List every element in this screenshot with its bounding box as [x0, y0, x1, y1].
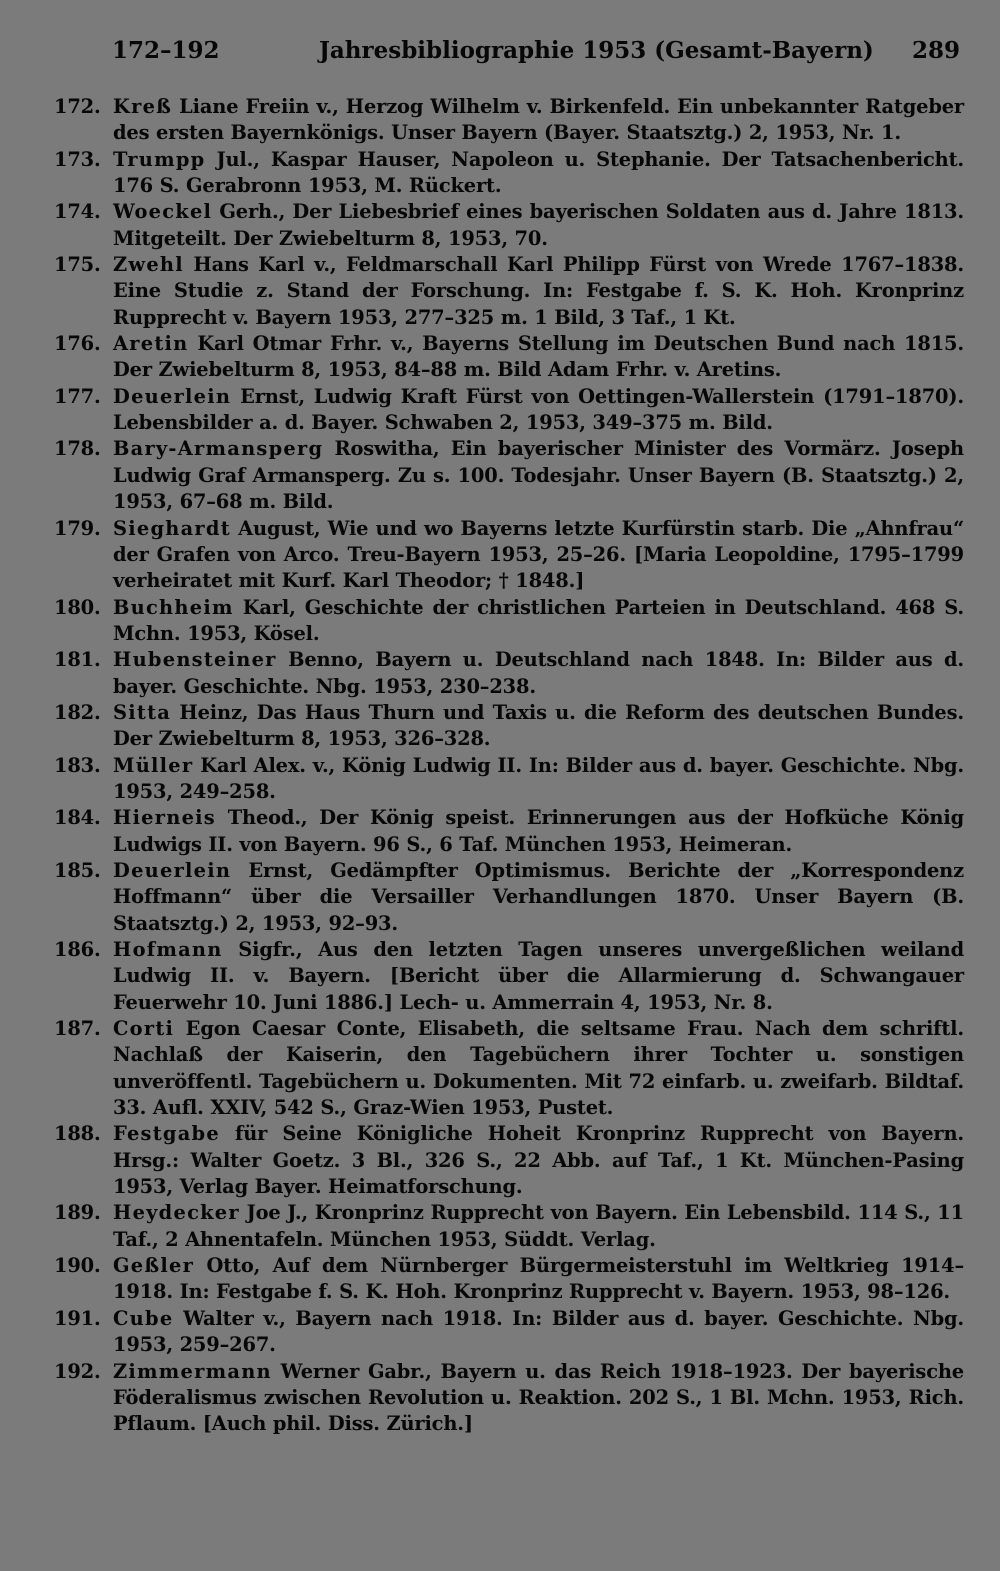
entry-citation: Hans Karl v., Feldmarschall Karl Philipp Fürst von Wrede 1767–1838. Eine Studie z. Stand der Forschung. In: Festgabe f. S. K. Hoh. Kronprinz Rupprecht v. Bayern 1953, 277–325 m. 1 Bild, 3 Taf., 1 Kt. — [113, 253, 964, 329]
entry-citation: Ernst, Gedämpfter Optimismus. Berichte der „Korrespondenz Hoffmann“ über die Versailler Verhandlungen 1870. Unser Bayern (B. Staatsztg.) 2, 1953, 92–93. — [113, 858, 964, 935]
entry-citation: Karl Alex. v., König Ludwig II. In: Bilder aus d. bayer. Geschichte. Nbg. 1953, 249–258. — [113, 753, 964, 803]
page-header — [54, 34, 964, 68]
entry-number: 181. — [54, 648, 101, 672]
entry-author: Sieghardt — [113, 516, 231, 540]
bibliography-entry-189 — [54, 1200, 964, 1253]
bibliography-entry-183 — [54, 753, 964, 806]
entry-text — [113, 1016, 964, 1121]
entry-citation: Gerh., Der Liebesbrief eines bayerischen Soldaten aus d. Jahre 1813. Mitgeteilt. Der Zwiebelturm 8, 1953, 70. — [113, 200, 964, 250]
entry-citation: Ernst, Ludwig Kraft Fürst von Oettingen-Wallerstein (1791–1870). Lebensbilder a. d. Bayer. Schwaben 2, 1953, 349–375 m. Bild. — [113, 384, 964, 435]
entry-number: 182. — [54, 700, 101, 724]
entry-author: Kreß — [113, 95, 173, 118]
entry-text — [113, 516, 964, 595]
bibliography-entry-177 — [54, 384, 964, 437]
entry-author: Hofmann — [113, 938, 223, 961]
entry-text — [113, 1200, 964, 1253]
entry-text — [113, 647, 964, 700]
entry-number: 176. — [54, 332, 101, 356]
bibliography-entry-174 — [54, 199, 964, 252]
entry-author: Hierneis — [113, 806, 216, 830]
bibliography-entry-182 — [54, 700, 964, 753]
entry-citation: Otto, Auf dem Nürnberger Bürgermeisterstuhl im Weltkrieg 1914–1918. In: Festgabe f. S. K. Hoh. Kronprinz Rupprecht v. Bayern. 1953, 98–126. — [113, 1254, 964, 1304]
entry-citation: Egon Caesar Conte, Elisabeth, die seltsame Frau. Nach dem schriftl. Nachlaß der Kaiserin, den Tagebüchern ihrer Tochter u. sonstigen unveröffentl. Tagebüchern u. Dokumenten. Mit 72 einfarb. u. zweifarb. Bildtaf. 33. Aufl. XXIV, 542 S., Graz-Wien 1953, Pustet. — [113, 1017, 964, 1120]
entry-author: Cube — [113, 1306, 174, 1330]
entry-author: Trumpp — [113, 147, 206, 171]
entry-number: 185. — [54, 858, 101, 882]
bibliography-entry-186 — [54, 937, 964, 1016]
entry-text — [113, 1306, 964, 1359]
entry-author: Bary-Armansperg — [113, 437, 324, 461]
bibliography-entry-179 — [54, 516, 964, 595]
bibliography-entry-172 — [54, 94, 964, 147]
entry-author: Deuerlein — [113, 384, 232, 408]
entry-author: Corti — [113, 1017, 175, 1041]
entry-number: 172. — [54, 95, 101, 118]
entry-number: 192. — [54, 1359, 101, 1383]
entry-author: Woeckel — [113, 200, 213, 224]
entry-number: 188. — [54, 1122, 101, 1146]
entry-number: 174. — [54, 200, 101, 224]
entry-author: Hubensteiner — [113, 648, 277, 672]
entry-text — [113, 147, 964, 200]
entry-text — [113, 436, 964, 515]
entry-citation: für Seine Königliche Hoheit Kronprinz Rupprecht von Bayern. Hrsg.: Walter Goetz. 3 Bl., 326 S., 22 Abb. auf Taf., 1 Kt. München-Pasing 1953, Verlag Bayer. Heimatforschung. — [113, 1122, 964, 1199]
entry-citation: Walter v., Bayern nach 1918. In: Bilder aus d. bayer. Geschichte. Nbg. 1953, 259–267. — [113, 1306, 964, 1357]
entry-number: 180. — [54, 595, 101, 619]
entry-author: Festgabe — [113, 1122, 220, 1146]
entry-citation: August, Wie und wo Bayerns letzte Kurfürstin starb. Die „Ahnfrau“ der Grafen von Arco. Treu-Bayern 1953, 25–26. [Maria Leopoldine, 1795–1799 verheiratet mit Kurf. Karl Theodor; † 1848.] — [113, 516, 964, 593]
bibliography-entry-185 — [54, 858, 964, 937]
bibliography-entry-184 — [54, 805, 964, 858]
entry-citation: Liane Freiin v., Herzog Wilhelm v. Birkenfeld. Ein unbekannter Ratgeber des ersten Bayernkönigs. Unser Bayern (Bayer. Staatsztg.) 2, 1953, Nr. 1. — [113, 95, 964, 145]
entry-number: 173. — [54, 147, 101, 171]
entry-number: 175. — [54, 253, 101, 277]
entry-citation: Roswitha, Ein bayerischer Minister des Vormärz. Joseph Ludwig Graf Armansperg. Zu s. 100. Todesjahr. Unser Bayern (B. Staatsztg.) 2, 1953, 67–68 m. Bild. — [113, 437, 964, 514]
entry-number: 178. — [54, 437, 101, 461]
entry-text — [113, 331, 964, 384]
entry-author: Buchheim — [113, 595, 234, 619]
entry-author: Aretin — [113, 332, 189, 356]
entry-citation: Karl Otmar Frhr. v., Bayerns Stellung im Deutschen Bund nach 1815. Der Zwiebelturm 8, 1953, 84–88 m. Bild Adam Frhr. v. Aretins. — [113, 332, 964, 382]
entry-author: Zimmermann — [113, 1359, 272, 1383]
entry-author: Heydecker — [113, 1201, 240, 1225]
entry-number: 191. — [54, 1306, 101, 1330]
entry-text — [113, 94, 964, 147]
entry-citation: Theod., Der König speist. Erinnerungen aus der Hofküche König Ludwigs II. von Bayern. 96 S., 6 Taf. München 1953, Heimeran. — [113, 806, 964, 856]
entry-text — [113, 700, 964, 753]
bibliography-entry-181 — [54, 647, 964, 700]
bibliography-entry-180 — [54, 595, 964, 648]
entry-citation: Heinz, Das Haus Thurn und Taxis u. die Reform des deutschen Bundes. Der Zwiebelturm 8, 1953, 326–328. — [113, 700, 964, 751]
entry-text — [113, 199, 964, 252]
entry-text — [113, 753, 964, 806]
entry-number: 189. — [54, 1201, 101, 1225]
bibliography-entry-175 — [54, 252, 964, 331]
entry-citation: Benno, Bayern u. Deutschland nach 1848. In: Bilder aus d. bayer. Geschichte. Nbg. 1953, 230–238. — [113, 648, 964, 698]
bibliography-entry-178 — [54, 436, 964, 515]
entry-citation: Jul., Kaspar Hauser, Napoleon u. Stephanie. Der Tatsachenbericht. 176 S. Gerabronn 1953, M. Rückert. — [113, 147, 964, 198]
bibliography-entry-173 — [54, 147, 964, 200]
entry-text — [113, 252, 964, 331]
entry-author: Geßler — [113, 1254, 195, 1278]
entry-author: Deuerlein — [113, 858, 232, 882]
entry-number: 187. — [54, 1017, 101, 1041]
bibliography-entry-176 — [54, 331, 964, 384]
page-number: 289 — [911, 37, 960, 64]
entry-text — [113, 595, 964, 648]
page-title: Jahresbibliographie 1953 (Gesamt-Bayern) — [319, 37, 874, 64]
entry-text — [113, 1253, 964, 1306]
entry-number: 177. — [54, 384, 101, 408]
entry-number: 190. — [54, 1254, 101, 1278]
entry-citation: Sigfr., Aus den letzten Tagen unseres unvergeßlichen weiland Ludwig II. v. Bayern. [Bericht über die Allarmierung d. Schwangauer Feuerwehr 10. Juni 1886.] Lech- u. Ammerrain 4, 1953, Nr. 8. — [113, 938, 964, 1014]
bibliography-entry-187 — [54, 1016, 964, 1121]
bibliography-entry-192 — [54, 1359, 964, 1438]
entry-text — [113, 1359, 964, 1438]
entry-text — [113, 384, 964, 437]
entry-number: 183. — [54, 753, 101, 777]
entry-author: Müller — [113, 753, 194, 777]
entry-author: Sitta — [113, 700, 172, 724]
entry-number: 186. — [54, 938, 101, 961]
entry-author: Zwehl — [113, 253, 184, 277]
entry-number: 184. — [54, 806, 101, 830]
entry-citation: Karl, Geschichte der christlichen Parteien in Deutschland. 468 S. Mchn. 1953, Kösel. — [113, 595, 964, 645]
entry-text — [113, 858, 964, 937]
entry-text — [113, 805, 964, 858]
bibliography-entry-191 — [54, 1306, 964, 1359]
entry-citation: Werner Gabr., Bayern u. das Reich 1918–1923. Der bayerische Föderalismus zwischen Revolution u. Reaktion. 202 S., 1 Bl. Mchn. 1953, Rich. Pflaum. [Auch phil. Diss. Zürich.] — [113, 1359, 964, 1436]
entry-text — [113, 937, 964, 1016]
entry-number: 179. — [54, 516, 101, 540]
entry-range: 172–192 — [112, 37, 220, 64]
entry-text — [113, 1121, 964, 1200]
entry-citation: Joe J., Kronprinz Rupprecht von Bayern. Ein Lebensbild. 114 S., 11 Taf., 2 Ahnentafeln. München 1953, Süddt. Verlag. — [113, 1201, 964, 1251]
bibliography-entry-188 — [54, 1121, 964, 1200]
bibliography-entry-190 — [54, 1253, 964, 1306]
bibliography-list — [54, 94, 964, 1438]
